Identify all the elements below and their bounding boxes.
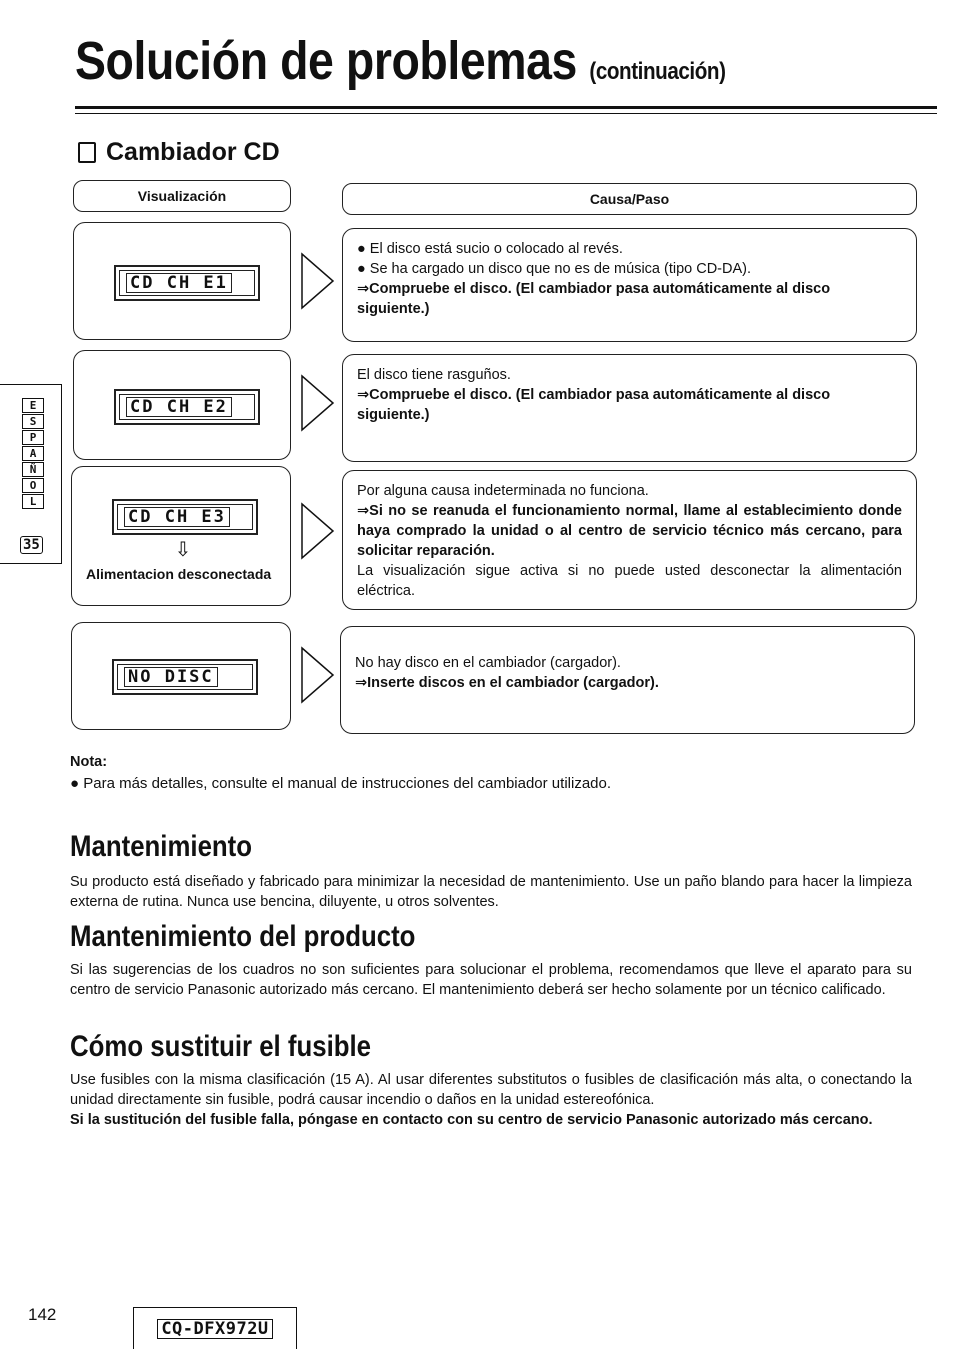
page-title-text: Solución de problemas — [75, 31, 577, 91]
cause-box — [340, 626, 915, 734]
display-box — [73, 222, 291, 340]
language-tab-letters — [22, 398, 44, 510]
column-header-display — [73, 180, 291, 212]
product-maintenance-heading: Mantenimiento del producto — [70, 920, 416, 953]
cause-line: No hay disco en el cambiador (cargador). — [355, 655, 621, 671]
cause-box — [342, 228, 917, 342]
column-header-cause-label: Causa/Paso — [589, 191, 670, 207]
title-rule — [75, 106, 937, 109]
page-number: 142 — [28, 1305, 57, 1324]
cause-line: La visualización sigue activa si no puede usted desconectar la alimentación eléctrica. — [357, 563, 902, 599]
cause-box — [342, 470, 917, 610]
display-note: Alimentacion desconectada — [86, 566, 272, 582]
lcd-display — [112, 499, 258, 535]
maintenance-text: Su producto está diseñado y fabricado para minimizar la necesidad de mantenimiento. Use un paño blando para hacer la limpieza externa de rutina. Nunca use bencina, diluyente, u otros solventes. — [70, 874, 912, 910]
tab-letter: E — [22, 398, 44, 413]
cause-box — [342, 354, 917, 462]
tab-letter: O — [22, 478, 44, 493]
model-box — [133, 1307, 297, 1349]
model-number: CQ-DFX972U — [157, 1319, 272, 1339]
triangle-arrow-icon — [300, 646, 336, 704]
page-subtitle: (continuación) — [589, 58, 726, 85]
section-heading — [78, 138, 280, 167]
title-rule-thin — [75, 113, 937, 114]
cause-line: Por alguna causa indeterminada no funciona. — [357, 483, 649, 499]
tab-letter: A — [22, 446, 44, 461]
page-title — [75, 30, 726, 92]
cause-line: ● Se ha cargado un disco que no es de música (tipo CD-DA). — [357, 261, 752, 277]
cause-action: ⇒Inserte discos en el cambiador (cargador). — [355, 675, 659, 691]
column-header-display-label: Visualización — [137, 188, 227, 204]
tab-letter: P — [22, 430, 44, 445]
lcd-text: CD CH E2 — [126, 397, 232, 417]
display-box — [73, 350, 291, 460]
tab-letter: L — [22, 494, 44, 509]
maintenance-heading: Mantenimiento — [70, 830, 253, 863]
column-header-cause — [342, 183, 917, 215]
lcd-text: CD CH E1 — [126, 273, 232, 293]
fuse-heading: Cómo sustituir el fusible — [70, 1030, 372, 1063]
note-text: ● Para más detalles, consulte el manual de instrucciones del cambiador utilizado. — [70, 775, 612, 792]
lcd-text: CD CH E3 — [124, 507, 230, 527]
cause-action: ⇒Si no se reanuda el funcionamiento normal, llame al establecimiento donde haya comprado la unidad o al centro de servicio técnico más cercano, para solicitar reparación. — [357, 503, 902, 559]
cause-action: ⇒Compruebe el disco. (El cambiador pasa automáticamente al disco siguiente.) — [357, 281, 831, 317]
checkbox-square-icon — [78, 142, 96, 163]
triangle-arrow-icon — [300, 502, 336, 560]
cause-line: El disco tiene rasguños. — [357, 367, 511, 383]
display-box — [71, 466, 291, 606]
section-page-number: 35 — [20, 536, 43, 554]
display-box — [71, 622, 291, 730]
product-maintenance-text: Si las sugerencias de los cuadros no son suficientes para solucionar el problema, recomendamos que lleve el aparato para su centro de servicio Panasonic autorizado más cercano. El mantenimiento deberá ser hecho solamente por un técnico calificado. — [70, 962, 912, 998]
lcd-text: NO DISC — [124, 667, 218, 687]
fuse-warning: Si la sustitución del fusible falla, póngase en contacto con su centro de servicio Panasonic autorizado más cercano. — [70, 1112, 873, 1128]
cause-line: ● El disco está sucio o colocado al revés. — [357, 241, 623, 257]
note-title: Nota: — [70, 754, 108, 770]
cause-action: ⇒Compruebe el disco. (El cambiador pasa automáticamente al disco siguiente.) — [357, 387, 831, 423]
lcd-display — [114, 265, 260, 301]
tab-letter: Ñ — [22, 462, 44, 477]
fuse-text: Use fusibles con la misma clasificación (15 A). Al usar diferentes substitutos o fusibles de clasificación más alta, o conectando la unidad directamente sin fusible, podrá causar incendio o daños en la unidad estereofónica. — [70, 1072, 912, 1108]
tab-letter: S — [22, 414, 44, 429]
section-title: Cambiador CD — [106, 138, 280, 166]
down-arrow-icon: ⇩ — [174, 539, 192, 561]
lcd-display — [114, 389, 260, 425]
triangle-arrow-icon — [300, 374, 336, 432]
lcd-display — [112, 659, 258, 695]
triangle-arrow-icon — [300, 252, 336, 310]
